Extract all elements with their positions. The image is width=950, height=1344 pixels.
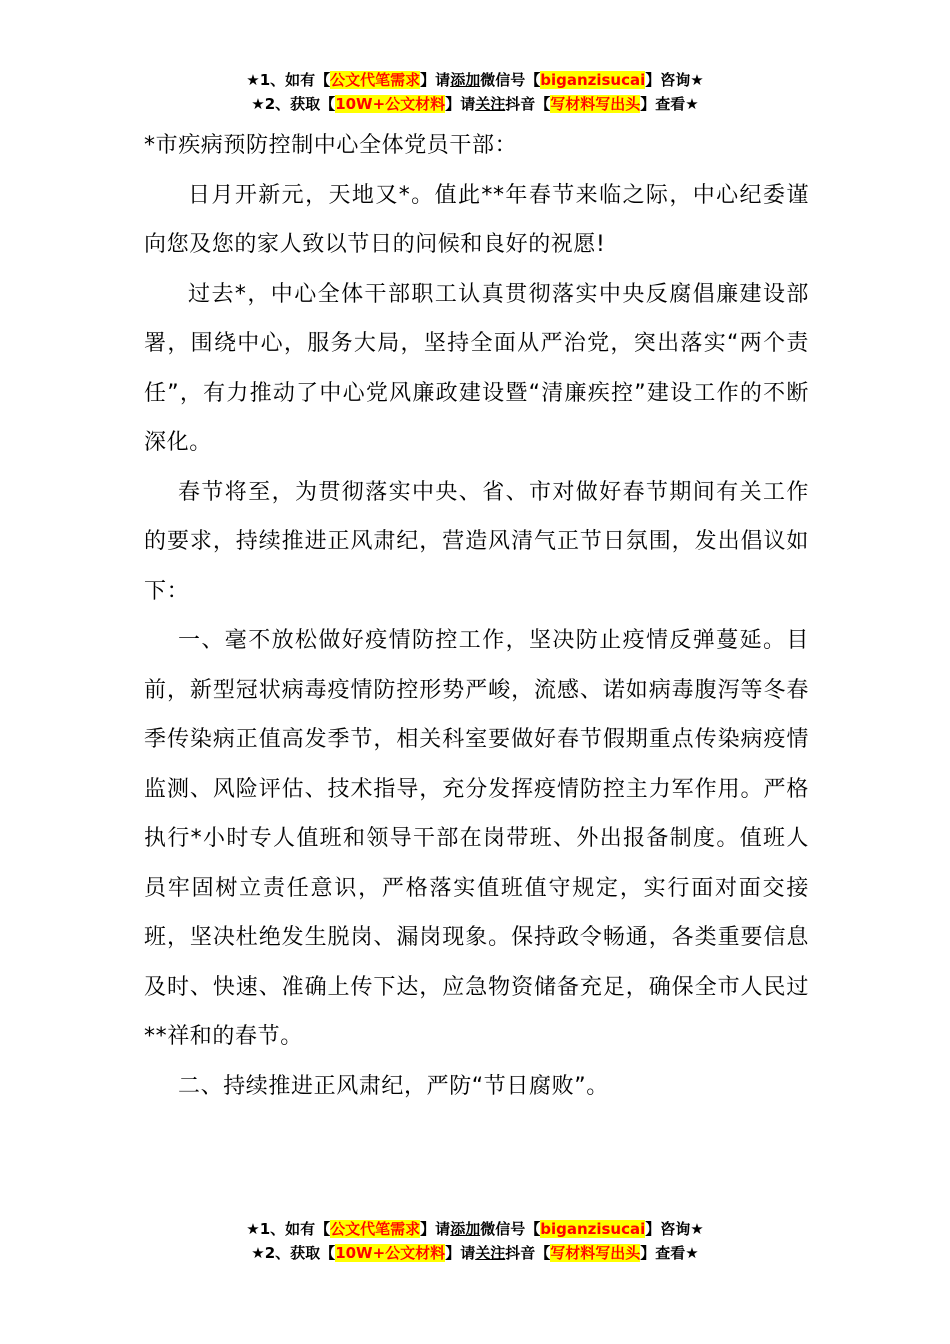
highlight-wechat-id: biganzisucai [540, 1220, 646, 1238]
footer-banner [0, 1217, 950, 1265]
highlight-wechat-id: biganzisucai [540, 71, 646, 89]
paragraph: 过去*，中心全体干部职工认真贯彻落实中央反腐倡廉建设部署，围绕中心，服务大局，坚持全面从严治党，突出落实“两个责任”，有力推动了中心党风廉政建设暨“清廉疾控”建设工作的不断深化。 [144, 281, 809, 455]
highlight-materials: 10W+公文材料 [335, 95, 446, 113]
section-heading: 二、持续推进正风肃纪，严防“节日腐败”。 [178, 1073, 609, 1099]
header-banner [0, 68, 950, 116]
highlight-douyin-id: 写材料写出头 [550, 95, 641, 113]
paragraph: 日月开新元，天地又*。值此**年春节来临之际，中心纪委谨向您及您的家人致以节日的问候和良好的祝愿! [144, 182, 809, 257]
paragraph: 春节将至，为贯彻落实中央、省、市对做好春节期间有关工作的要求，持续推进正风肃纪，营造风清气正节日氛围，发出倡议如下： [144, 479, 809, 604]
highlight-service: 公文代笔需求 [330, 71, 421, 89]
document-body [144, 121, 809, 1111]
banner-line-2: ★2、获取【10W+公文材料】请关注抖音【写材料写出头】查看★ [251, 95, 699, 113]
banner-line-2: ★2、获取【10W+公文材料】请关注抖音【写材料写出头】查看★ [251, 1244, 699, 1262]
salutation: *市疾病预防控制中心全体党员干部： [144, 133, 518, 158]
highlight-service: 公文代笔需求 [330, 1220, 421, 1238]
banner-line-1: ★1、如有【公文代笔需求】请添加微信号【biganzisucai】咨询★ [246, 71, 704, 89]
paragraph: 一、毫不放松做好疫情防控工作，坚决防止疫情反弹蔓延。目前，新型冠状病毒疫情防控形势严峻，流感、诺如病毒腹泻等冬春季传染病正值高发季节，相关科室要做好春节假期重点传染病疫情监测、风险评估、技术指导，充分发挥疫情防控主力军作用。严格执行*小时专人值班和领导干部在岗带班、外出报备制度。值班人员牢固树立责任意识，严格落实值班值守规定，实行面对面交接班，坚决杜绝发生脱岗、漏岗现象。保持政令畅通，各类重要信息及时、快速、准确上传下达，应急物资储备充足，确保全市人民过**祥和的春节。 [144, 628, 809, 1049]
banner-line-1: ★1、如有【公文代笔需求】请添加微信号【biganzisucai】咨询★ [246, 1220, 704, 1238]
highlight-douyin-id: 写材料写出头 [550, 1244, 641, 1262]
highlight-materials: 10W+公文材料 [335, 1244, 446, 1262]
